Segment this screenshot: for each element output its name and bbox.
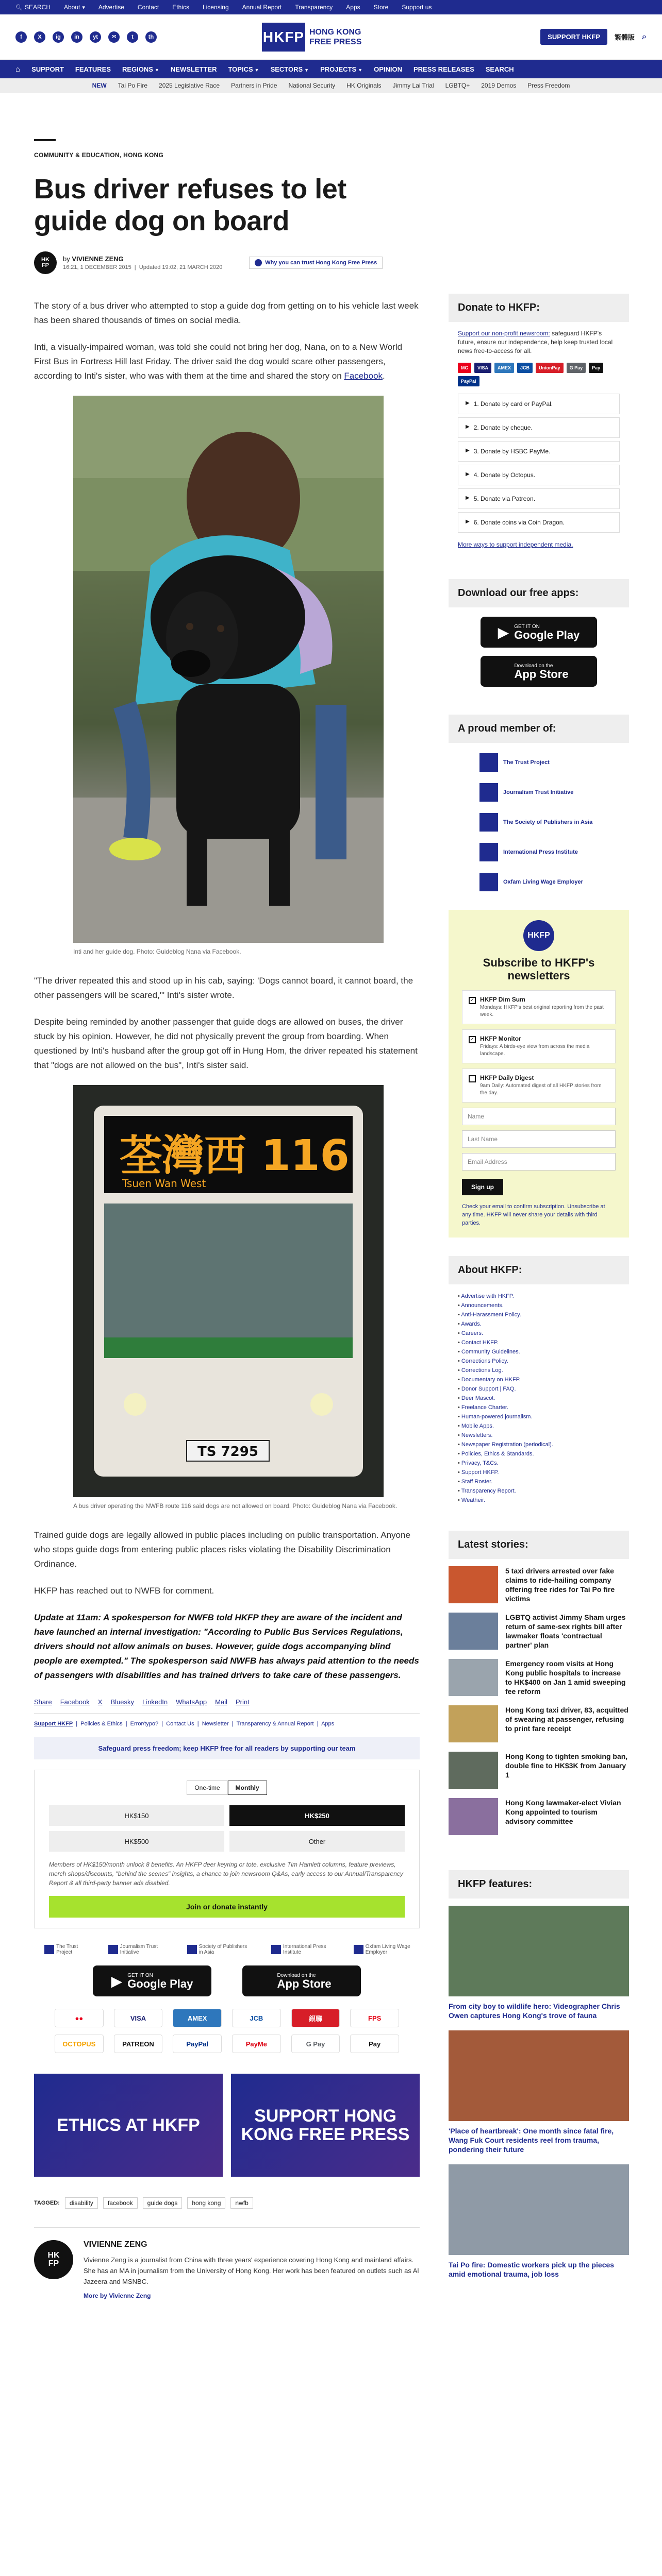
- updated-date: Updated 19:02, 21 MARCH 2020: [139, 264, 223, 270]
- main-nav: [0, 60, 662, 78]
- donate-option[interactable]: ▶ 1. Donate by card or PayPal.: [458, 394, 620, 414]
- chinese-edition-link[interactable]: 繁體版: [615, 33, 635, 41]
- nav-support[interactable]: SUPPORT: [31, 65, 64, 73]
- trending-link[interactable]: LGBTQ+: [445, 82, 470, 89]
- feature-image[interactable]: [449, 2030, 629, 2121]
- app-store-row: [34, 1965, 420, 1996]
- tags: [34, 2197, 420, 2209]
- tag[interactable]: hong kong: [187, 2197, 225, 2209]
- policy-link[interactable]: Error/typo?: [130, 1721, 159, 1727]
- google-play-button[interactable]: ▶ GET IT ON Google Play: [93, 1965, 211, 1996]
- donate-widget: [34, 1770, 420, 1928]
- policy-links: Support HKFP | Policies & Ethics | Error/typo? | Contact Us | Newsletter | Transparency & Annual Report | Apps: [34, 1721, 335, 1727]
- newsletter-option[interactable]: ✓ HKFP Dim Sum Mondays: HKFP's best original reporting from the past week.: [462, 990, 616, 1024]
- site-logo[interactable]: [262, 23, 361, 52]
- caret-right-icon: ▶: [466, 495, 470, 501]
- latest-heading: Latest stories:: [449, 1531, 629, 1559]
- story-thumbnail[interactable]: [449, 1613, 498, 1650]
- trust-badge[interactable]: Why you can trust Hong Kong Free Press: [249, 257, 383, 269]
- topbar-apps[interactable]: Apps: [346, 4, 360, 11]
- member-heading: A proud member of:: [449, 715, 629, 743]
- nav-search[interactable]: SEARCH: [485, 65, 514, 73]
- about-link[interactable]: • Staff Roster.: [458, 1477, 620, 1486]
- article-update: Update at 11am: A spokesperson for NWFB told HKFP they are aware of the incident and have launched an internal investigation: "According to Public Bus Services Regulations, drivers should not allow animals on buses. However, guide dogs accompanying blind people are exempted." The spokesperson said NWFB has always paid attention to the needs of passengers with disabilities and has trained drivers to take care of these passengers.: [34, 1613, 419, 1680]
- nav-regions[interactable]: REGIONS ▼: [122, 65, 159, 73]
- policy-link[interactable]: Contact Us: [166, 1721, 194, 1727]
- about-link[interactable]: • Policies, Ethics & Standards.: [458, 1449, 620, 1459]
- trending-link[interactable]: Tai Po Fire: [118, 82, 148, 89]
- logo-mark: HKFP: [262, 23, 305, 52]
- app-store-button[interactable]: Download on the App Store: [242, 1965, 361, 1996]
- title-rule: [34, 139, 56, 141]
- trending-link[interactable]: Press Freedom: [527, 82, 570, 89]
- about-section: [449, 1256, 629, 1512]
- trust-project-icon: [44, 1945, 54, 1954]
- latest-stories: [449, 1559, 629, 1852]
- join-donate-button[interactable]: Join or donate instantly: [49, 1896, 405, 1918]
- donate-benefits-note: Members of HK$150/month unlock 8 benefits. An HKFP deer keyring or tote, exclusive Tim Hamlett columns, feature previews, merch shops/discounts, "behind the scenes" insights, a chance to join newsroom Q&As, early access to our Annual/Transparency Report & all third-party banner ads disabled.: [49, 1861, 403, 1887]
- telegram-icon[interactable]: t: [127, 31, 138, 43]
- about-link[interactable]: • Privacy, T&Cs.: [458, 1459, 620, 1468]
- article-title: Bus driver refuses to let guide dog on board: [34, 174, 346, 236]
- caret-right-icon: ▶: [466, 424, 470, 430]
- story-thumbnail[interactable]: [449, 1798, 498, 1835]
- ethics-banner[interactable]: ETHICS AT HKFP: [34, 2074, 223, 2177]
- chevron-down-icon: ▼: [154, 67, 159, 73]
- donate-option[interactable]: ▶ 5. Donate via Patreon.: [458, 488, 620, 509]
- author-box: [34, 2227, 420, 2299]
- about-link[interactable]: • Contact HKFP.: [458, 1338, 620, 1347]
- feature-story[interactable]: [449, 2164, 629, 2279]
- nav-projects[interactable]: PROJECTS ▼: [320, 65, 363, 73]
- about-heading: About HKFP:: [449, 1256, 629, 1284]
- support-hkfp-link[interactable]: Support HKFP: [34, 1721, 73, 1727]
- sopa-icon: [479, 813, 498, 832]
- donate-options: [458, 394, 620, 533]
- tag[interactable]: guide dogs: [143, 2197, 183, 2209]
- share-button[interactable]: Share: [34, 1698, 52, 1706]
- instagram-icon[interactable]: ig: [53, 31, 64, 43]
- story-title[interactable]: Emergency room visits at Hong Kong public hospitals to increase to HK$400 on Jan 1 amid sweeping fee reform: [505, 1659, 626, 1696]
- card-logo: MC: [458, 363, 471, 373]
- article: [34, 139, 420, 2299]
- member-logo[interactable]: Oxfam Living Wage Employer: [479, 873, 629, 891]
- partner-logo[interactable]: Oxfam Living Wage Employer: [354, 1944, 420, 1955]
- payment-method-logo: AMEX: [173, 2009, 222, 2027]
- newsletter-heading: Subscribe to HKFP's newsletters: [483, 956, 595, 982]
- article-paragraph: HKFP has reached out to NWFB for comment.: [34, 1586, 214, 1596]
- share-facebook[interactable]: Facebook: [60, 1698, 90, 1706]
- about-link[interactable]: • Corrections Log.: [458, 1366, 620, 1375]
- member-logo[interactable]: International Press Institute: [479, 843, 629, 861]
- payment-method-logo: PATREON: [114, 2035, 163, 2053]
- oxfam-icon: [479, 873, 498, 891]
- story-title[interactable]: LGBTQ activist Jimmy Sham urges return of same-sex rights bill after lawmaker floats 'contractual partner' plan: [505, 1613, 626, 1649]
- last-name-input[interactable]: Last Name: [462, 1130, 616, 1148]
- author-name[interactable]: VIVIENNE ZENG: [84, 2240, 147, 2249]
- story-title[interactable]: Hong Kong to tighten smoking ban, double fine to HK$3K from January 1: [505, 1752, 628, 1779]
- apps-heading: Download our free apps:: [449, 579, 629, 607]
- email-icon[interactable]: ✉: [108, 31, 120, 43]
- photo-caption: Inti and her guide dog. Photo: Guideblog Nana via Facebook.: [73, 948, 241, 955]
- ipi-icon: [479, 843, 498, 861]
- amount-option[interactable]: HK$500: [49, 1831, 224, 1852]
- topbar-licensing[interactable]: Licensing: [202, 4, 229, 11]
- topbar-annual-report[interactable]: Annual Report: [242, 4, 282, 11]
- newsletter-fine-print: Check your email to confirm subscription. Unsubscribe at any time. HKFP will never share your details with third parties.: [462, 1204, 605, 1226]
- about-link[interactable]: • Anti-Harassment Policy.: [458, 1310, 620, 1319]
- share-mail[interactable]: Mail: [215, 1698, 227, 1706]
- share-row: [34, 1698, 420, 1714]
- author-bio: Vivienne Zeng is a journalist from China with three years' experience covering Hong Kong and mainland affairs. She has an MA in journalism from the University of Hong Kong. Her work has been featured on outlets such as Al Jazeera and MSNBC.: [84, 2256, 419, 2285]
- feature-image[interactable]: [449, 1906, 629, 1996]
- share-bluesky[interactable]: Bluesky: [110, 1698, 134, 1706]
- article-paragraph: Inti, a visually-impaired woman, was told she could not bring her dog, Nana, on to a New World First Bus in Fortress Hill last Friday. The driver said the dog would scare other passengers, according to Inti's sister, who was with them at the time and shared the story on Facebook.: [34, 342, 403, 381]
- caret-right-icon: ▶: [466, 448, 470, 453]
- payment-methods: [55, 2009, 399, 2053]
- card-logo: Pay: [589, 363, 603, 373]
- chevron-down-icon: ▾: [82, 4, 85, 11]
- nav-sectors[interactable]: SECTORS ▼: [270, 65, 309, 73]
- payment-method-logo: FPS: [350, 2009, 399, 2027]
- story-thumbnail[interactable]: [449, 1659, 498, 1696]
- brand-actions: [540, 29, 647, 45]
- trending-link[interactable]: National Security: [288, 82, 336, 89]
- new-badge: NEW: [92, 82, 107, 89]
- story-title[interactable]: Hong Kong taxi driver, 83, acquitted of swearing at passenger, refusing to print fare receipt: [505, 1706, 628, 1733]
- donate-option[interactable]: ▶ 4. Donate by Octopus.: [458, 465, 620, 485]
- oxfam-icon: [354, 1945, 363, 1954]
- amount-option[interactable]: HK$150: [49, 1805, 224, 1826]
- linkedin-icon[interactable]: in: [71, 31, 82, 43]
- story-title[interactable]: Hong Kong lawmaker-elect Vivian Kong appointed to tourism advisory committee: [505, 1799, 621, 1825]
- card-logo: PayPal: [458, 376, 479, 386]
- about-link[interactable]: • Support HKFP.: [458, 1468, 620, 1477]
- about-link[interactable]: • Announcements.: [458, 1301, 620, 1310]
- topbar-about[interactable]: About ▾: [63, 4, 85, 11]
- donate-heading: Donate to HKFP:: [449, 294, 629, 322]
- policy-link[interactable]: Policies & Ethics: [80, 1721, 123, 1727]
- chevron-down-icon: ▼: [254, 67, 259, 73]
- card-logo: VISA: [474, 363, 491, 373]
- about-link[interactable]: • Careers.: [458, 1329, 620, 1338]
- topbar-transparency[interactable]: Transparency: [295, 4, 333, 11]
- facebook-icon[interactable]: f: [15, 31, 27, 43]
- bus-license-plate: TS 7295: [197, 1444, 258, 1460]
- feature-title[interactable]: 'Place of heartbreak': One month since fatal fire, Wang Fuk Court residents reel from trauma, pondering their future: [449, 2127, 614, 2154]
- guide-dog-photo: [73, 396, 384, 943]
- article-category[interactable]: COMMUNITY & EDUCATION, HONG KONG: [34, 151, 164, 159]
- donate-option[interactable]: ▶ 6. Donate coins via Coin Dragon.: [458, 512, 620, 533]
- about-link[interactable]: • Corrections Policy.: [458, 1357, 620, 1366]
- logo-wordmark: HONG KONG FREE PRESS: [309, 28, 362, 46]
- email-input[interactable]: Email Address: [462, 1153, 616, 1171]
- google-play-icon: ▶: [111, 1973, 123, 1989]
- hkfp-logo: HKFP: [523, 920, 554, 951]
- payment-method-logo: G Pay: [291, 2035, 340, 2053]
- checkbox[interactable]: ✓: [469, 1036, 476, 1043]
- amount-options: [49, 1805, 405, 1852]
- about-link[interactable]: • Human-powered journalism.: [458, 1412, 620, 1421]
- payment-method-logo: OCTOPUS: [55, 2035, 104, 2053]
- bus-photo: [73, 1085, 384, 1497]
- card-logo: UnionPay: [536, 363, 564, 373]
- latest-story[interactable]: [449, 1705, 629, 1742]
- feature-image[interactable]: [449, 2164, 629, 2255]
- feature-stories: [449, 1899, 629, 2279]
- about-link[interactable]: • Advertise with HKFP.: [458, 1292, 620, 1301]
- about-links: [449, 1284, 629, 1512]
- nav-press-releases[interactable]: PRESS RELEASES: [413, 65, 474, 73]
- bus-destination-english: Tsuen Wan West: [122, 1177, 206, 1190]
- more-by-author-link[interactable]: More by Vivienne Zeng: [84, 2292, 151, 2299]
- feature-story[interactable]: [449, 1906, 629, 2020]
- story-title[interactable]: 5 taxi drivers arrested over fake claims to ride-hailing company offering free rides for Tai Po fire victims: [505, 1567, 615, 1603]
- search-icon[interactable]: ⌕: [642, 32, 647, 41]
- partner-logo[interactable]: Society of Publishers in Asia: [187, 1944, 251, 1955]
- feature-title[interactable]: Tai Po fire: Domestic workers pick up the pieces amid emotional trauma, job loss: [449, 2261, 615, 2278]
- promo-banners: [34, 2074, 420, 2177]
- nav-topics[interactable]: TOPICS ▼: [228, 65, 259, 73]
- payment-method-logo: JCB: [232, 2009, 281, 2027]
- latest-story[interactable]: [449, 1566, 629, 1603]
- tag[interactable]: facebook: [103, 2197, 138, 2209]
- share-print[interactable]: Print: [235, 1698, 250, 1706]
- article-paragraph: Despite being reminded by another passenger that guide dogs are allowed on buses, the driver stuck by his opinion. However, he did not physically prevent the group from boarding. When questioned by Inti's husband after the group got off in Hung Hom, the driver repeated his statement that "dogs are not allowed on the bus", Inti's sister said.: [34, 1017, 418, 1070]
- name-input[interactable]: Name: [462, 1108, 616, 1125]
- trending-link[interactable]: Jimmy Lai Trial: [392, 82, 434, 89]
- features-section: [449, 1870, 629, 2279]
- about-link[interactable]: • Freelance Charter.: [458, 1403, 620, 1412]
- about-link[interactable]: • Awards.: [458, 1319, 620, 1329]
- member-logo[interactable]: The Society of Publishers in Asia: [479, 813, 629, 832]
- caret-right-icon: ▶: [466, 471, 470, 477]
- chevron-down-icon: ▼: [304, 67, 309, 73]
- latest-story[interactable]: [449, 1659, 629, 1696]
- trending-bar: [0, 78, 662, 93]
- nav-features[interactable]: FEATURES: [75, 65, 111, 73]
- card-logo: G Pay: [567, 363, 586, 373]
- frequency-toggle: [49, 1781, 405, 1795]
- payment-method-logo: PayPal: [173, 2035, 222, 2053]
- policy-link[interactable]: Transparency & Annual Report: [236, 1721, 314, 1727]
- safeguard-banner[interactable]: Safeguard press freedom; keep HKFP free for all readers by supporting our team: [34, 1737, 420, 1759]
- checkbox[interactable]: [469, 1075, 476, 1082]
- bus-destination-sign: 荃灣西 116: [120, 1131, 350, 1180]
- youtube-icon[interactable]: yt: [90, 31, 101, 43]
- trending-link[interactable]: Partners in Pride: [231, 82, 277, 89]
- latest-section: [449, 1531, 629, 1852]
- card-logo: AMEX: [494, 363, 514, 373]
- topbar-ethics[interactable]: Ethics: [172, 4, 189, 11]
- story-thumbnail[interactable]: [449, 1705, 498, 1742]
- checkbox[interactable]: ✓: [469, 997, 476, 1004]
- story-thumbnail[interactable]: [449, 1566, 498, 1603]
- topbar-contact[interactable]: Contact: [137, 4, 159, 11]
- payment-method-logo: Pay: [350, 2035, 399, 2053]
- sign-up-button[interactable]: Sign up: [462, 1179, 503, 1195]
- article-paragraph: The story of a bus driver who attempted to stop a guide dog from getting on to his vehicle last week has been shared thousands of times on social media.: [34, 301, 419, 325]
- photo-caption: A bus driver operating the NWFB route 116 said dogs are not allowed on board. Photo: Guideblog Nana via Facebook.: [73, 1502, 398, 1510]
- topbar-support-us[interactable]: Support us: [402, 4, 432, 11]
- about-link[interactable]: • Mobile Apps.: [458, 1421, 620, 1431]
- social-links: [15, 31, 157, 43]
- sopa-icon: [187, 1945, 197, 1954]
- nav-newsletter[interactable]: NEWSLETTER: [170, 65, 217, 73]
- about-link[interactable]: • Newspaper Registration (periodical).: [458, 1440, 620, 1449]
- caret-right-icon: ▶: [466, 400, 470, 406]
- caret-right-icon: ▶: [466, 519, 470, 524]
- trust-icon: [255, 259, 262, 266]
- amount-option-selected[interactable]: HK$250: [229, 1805, 405, 1826]
- about-link[interactable]: • Newsletters.: [458, 1431, 620, 1440]
- newsletter-signup: [449, 910, 629, 1238]
- support-banner[interactable]: SUPPORT HONG KONG FREE PRESS: [231, 2074, 420, 2177]
- bus-illustration: [73, 1085, 384, 1497]
- member-logo[interactable]: The Trust Project: [479, 753, 629, 772]
- partner-logo[interactable]: International Press Institute: [271, 1944, 333, 1955]
- jti-icon: [479, 783, 498, 802]
- google-play-icon: ▶: [498, 624, 509, 640]
- top-utility-bar: [0, 0, 662, 14]
- jti-icon: [108, 1945, 118, 1954]
- sidebar: [449, 294, 629, 2297]
- partner-logos: [34, 1944, 420, 1955]
- ipi-icon: [271, 1945, 281, 1954]
- story-thumbnail[interactable]: [449, 1752, 498, 1789]
- topbar-store[interactable]: Store: [373, 4, 389, 11]
- trending-link[interactable]: 2025 Legislative Race: [159, 82, 220, 89]
- policy-link[interactable]: Newsletter: [202, 1721, 229, 1727]
- partner-logo[interactable]: The Trust Project: [44, 1944, 88, 1955]
- tag[interactable]: nwfb: [230, 2197, 253, 2209]
- support-hkfp-button[interactable]: SUPPORT HKFP: [540, 29, 607, 45]
- author-avatar[interactable]: HK FP: [34, 2240, 73, 2279]
- more-ways-link[interactable]: More ways to support independent media.: [458, 541, 573, 548]
- search-icon: 🔍︎: [15, 4, 23, 11]
- nonprofit-link[interactable]: Support our non-profit newsroom:: [458, 330, 550, 337]
- donate-option[interactable]: ▶ 3. Donate by HSBC PayMe.: [458, 441, 620, 462]
- apps-section: [449, 579, 629, 696]
- brand-bar: [0, 14, 662, 60]
- latest-story[interactable]: [449, 1798, 629, 1835]
- feature-story[interactable]: [449, 2030, 629, 2154]
- newsletter-option[interactable]: ✓ HKFP Monitor Fridays: A birds-eye view from across the media landscape.: [462, 1029, 616, 1063]
- payment-method-logo: ●●: [55, 2009, 104, 2027]
- donate-option[interactable]: ▶ 2. Donate by cheque.: [458, 417, 620, 438]
- google-play-button[interactable]: ▶ GET IT ON Google Play: [481, 617, 597, 648]
- one-time-toggle[interactable]: One-time: [187, 1781, 227, 1795]
- monthly-toggle[interactable]: Monthly: [228, 1781, 267, 1795]
- share-linkedin[interactable]: LinkedIn: [142, 1698, 168, 1706]
- payment-method-logo: 銀聯: [291, 2009, 340, 2027]
- card-logo: JCB: [517, 363, 533, 373]
- threads-icon[interactable]: th: [145, 31, 157, 43]
- author-avatar[interactable]: HK FP: [34, 251, 57, 274]
- topbar-search[interactable]: 🔍︎ SEARCH: [15, 4, 51, 11]
- trending-link[interactable]: 2019 Demos: [481, 82, 517, 89]
- app-store-button[interactable]: Download on the App Store: [481, 656, 597, 687]
- latest-story[interactable]: [449, 1752, 629, 1789]
- about-link[interactable]: • Donor Support | FAQ.: [458, 1384, 620, 1394]
- about-link[interactable]: • Community Guidelines.: [458, 1347, 620, 1357]
- topbar-advertise[interactable]: Advertise: [98, 4, 124, 11]
- byline: HK FP by VIVIENNE ZENG 16:21, 1 DECEMBER 2015 | Updated 19:02, 21 MARCH 2020 Why you can trust Hong Kong Free Press: [34, 251, 420, 274]
- share-whatsapp[interactable]: WhatsApp: [176, 1698, 207, 1706]
- trending-link[interactable]: HK Originals: [346, 82, 382, 89]
- trust-project-icon: [479, 753, 498, 772]
- member-section: [449, 715, 629, 891]
- nav-opinion[interactable]: OPINION: [374, 65, 402, 73]
- x-icon[interactable]: X: [34, 31, 45, 43]
- newsletter-option[interactable]: HKFP Daily Digest 9am Daily: Automated digest of all HKFP stories from the day.: [462, 1069, 616, 1103]
- facebook-link[interactable]: Facebook: [344, 371, 383, 381]
- payment-method-logo: VISA: [114, 2009, 163, 2027]
- payment-method-logo: PayMe: [232, 2035, 281, 2053]
- article-paragraph: "The driver repeated this and stood up in his cab, saying: 'Dogs cannot board, it cannot board, the other passengers will be scared,'" Inti's sister wrote.: [34, 976, 413, 1000]
- home-icon[interactable]: ⌂: [15, 64, 21, 74]
- tags-label: TAGGED:: [34, 2200, 60, 2206]
- partner-logo[interactable]: Journalism Trust Initiative: [108, 1944, 167, 1955]
- policy-link[interactable]: Apps: [321, 1721, 335, 1727]
- about-link[interactable]: • Documentary on HKFP.: [458, 1375, 620, 1384]
- publish-date: 16:21, 1 DECEMBER 2015: [63, 264, 131, 270]
- author-link[interactable]: VIVIENNE ZENG: [72, 255, 124, 263]
- about-link[interactable]: • Deer Mascot.: [458, 1394, 620, 1403]
- card-logos: [458, 363, 620, 386]
- tag[interactable]: disability: [65, 2197, 98, 2209]
- member-logo[interactable]: Journalism Trust Initiative: [479, 783, 629, 802]
- feature-title[interactable]: From city boy to wildlife hero: Videographer Chris Owen captures Hong Kong's trove of fauna: [449, 2002, 620, 2020]
- about-link[interactable]: • Transparency Report.: [458, 1486, 620, 1496]
- latest-story[interactable]: [449, 1613, 629, 1650]
- guide-dog-illustration: [73, 396, 384, 943]
- donate-section: Donate to HKFP: Support our non-profit newsroom: safeguard HKFP's future, ensure our independence, help keep trusted local news free-to-access for all. MC VISA AMEX JCB UnionPay G Pay Pay PayPal ▶ 1. Donate by card or PayPal. ▶ 2. Donate by cheque. ▶ 3. Donate by HSBC PayMe. ▶ 4. Donate by Octopus. ▶ 5. Donate via Patreon. ▶ 6. Donate coins via Coin Dragon. More ways to support independent media.: [449, 294, 629, 561]
- amount-option[interactable]: Other: [229, 1831, 405, 1852]
- features-heading: HKFP features:: [449, 1870, 629, 1899]
- share-x[interactable]: X: [97, 1698, 103, 1706]
- about-link[interactable]: • Weatheir.: [458, 1496, 620, 1505]
- article-paragraph: Trained guide dogs are legally allowed in public places including on public transportation. Anyone who stops guide dogs from entering public places risks violating the Disability Discrimination Ordinance.: [34, 1530, 410, 1569]
- chevron-down-icon: ▼: [358, 67, 363, 73]
